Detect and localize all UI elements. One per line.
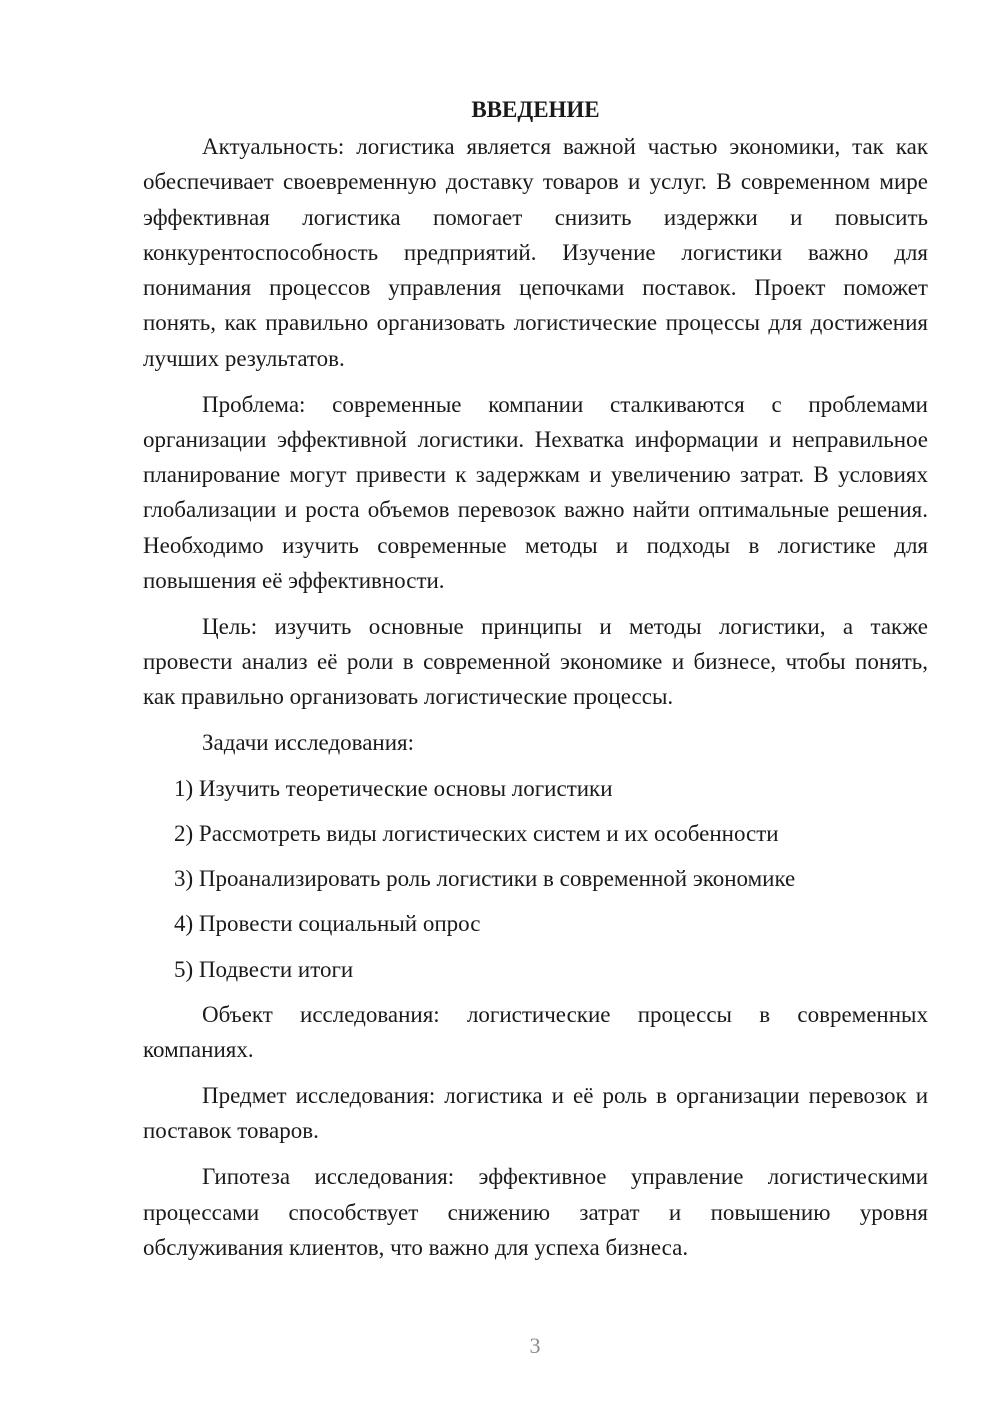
task-item: 5) Подвести итоги [174, 956, 354, 982]
object-paragraph: Объект исследования: логистические процессы в современных компаниях. [143, 1002, 928, 1063]
section-heading: ВВЕДЕНИЕ [471, 97, 600, 122]
task-item: 4) Провести социальный опрос [174, 911, 481, 937]
task-item: 3) Проанализировать роль логистики в современной экономике [174, 866, 796, 892]
problem-paragraph: Проблема: современные компании сталкиваются с проблемами организации эффективной логистики. Нехватка информации и неправильное планирование могут привести к задержкам и увеличению затрат. В условиях глобализации и роста объемов перевозок важно найти оптимальные решения. Необходимо изучить современные методы и подходы в логистике для повышения её эффективности. [143, 391, 928, 594]
document-page [143, 92, 928, 1276]
relevance-paragraph: Актуальность: логистика является важной частью экономики, так как обеспечивает своевременную доставку товаров и услуг. В современном мире эффективная логистика помогает снизить издержки и повысить конкурентоспособность предприятий. Изучение логистики важно для понимания процессов управления цепочками поставок. Проект поможет понять, как правильно организовать логистические процессы для достижения лучших результатов. [143, 134, 928, 371]
page-number: 3 [529, 1333, 541, 1358]
hypothesis-paragraph: Гипотеза исследования: эффективное управление логистическими процессами способствует снижению затрат и повышению уровня обслуживания клиентов, что важно для успеха бизнеса. [143, 1164, 928, 1260]
tasks-list [143, 771, 928, 987]
tasks-title: Задачи исследования: [202, 730, 415, 756]
goal-paragraph: Цель: изучить основные принципы и методы логистики, а также провести анализ её роли в современной экономике и бизнесе, чтобы понять, как правильно организовать логистические процессы. [143, 613, 928, 710]
task-item: 2) Рассмотреть виды логистических систем и их особенности [174, 820, 779, 846]
subject-paragraph: Предмет исследования: логистика и её роль в организации перевозок и поставок товаров. [143, 1083, 928, 1144]
task-item: 1) Изучить теоретические основы логистики [174, 775, 613, 801]
